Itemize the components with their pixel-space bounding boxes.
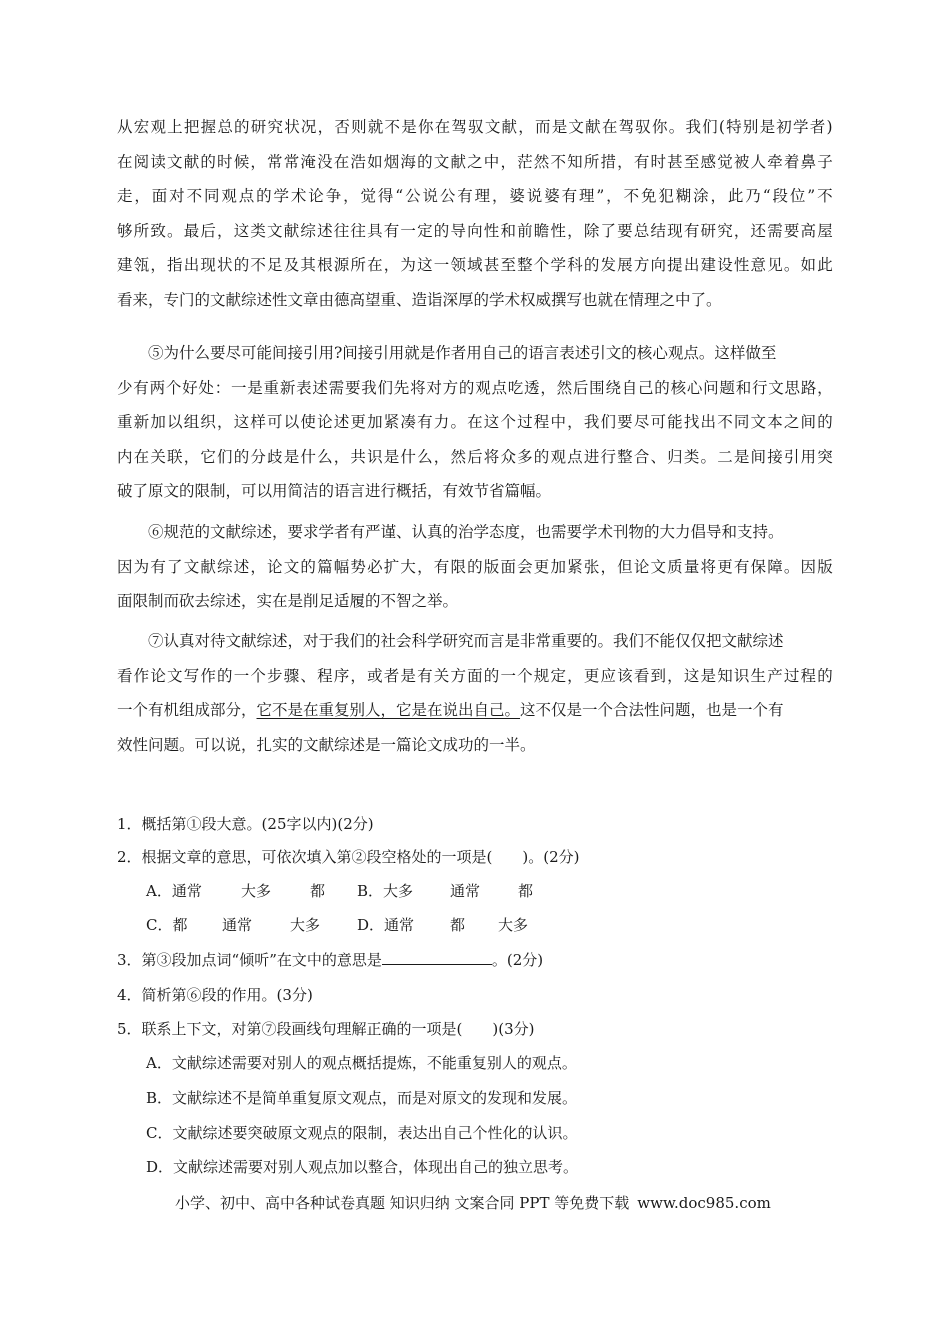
text-segment: 一个有机组成部分，	[117, 701, 257, 720]
option-c: C．文献综述要突破原文观点的限制，表达出自己个性化的认识。	[146, 1124, 578, 1142]
question-3-text: 3．第③段加点词“倾听”在文中的意思是	[117, 951, 382, 969]
text-line: 走 ， 面 对 不 同 观 点 的 学 术 论 争 ， 觉 得 “ 公 说 公 有 理 ， 婆 说 婆 有 理 ” ， 不 免 犯 糊 涂 ， 此 乃 “ 段 位 ” 不	[117, 187, 833, 206]
footer-link[interactable]: www.doc985.com	[637, 1194, 771, 1212]
text-line: 因 为 有 了 文 献 综 述 ， 论 文 的 篇 幅 势 必 扩 大 ， 有 限 的 版 面 会 更 加 紧 张 ， 但 论 文 质 量 将 更 有 保 障 。 因 版	[117, 557, 833, 576]
option-b: B．文献综述不是简单重复原文观点，而是对原文的发现和发展。	[146, 1089, 578, 1107]
option-a-word-3: 都	[310, 882, 326, 900]
text-line: 看来，专门的文献综述性文章由德高望重、造诣深厚的学术权威撰写也就在情理之中了。	[117, 290, 722, 309]
paragraph-7	[117, 624, 833, 762]
text-line: 建 瓴 ， 指 出 现 状 的 不 足 及 其 根 源 所 在 ， 为 这 一 领 域 甚 至 整 个 学 科 的 发 展 方 向 提 出 建 设 性 意 见 。 如 此	[117, 256, 833, 275]
option-c-word-2: 通常	[222, 916, 253, 934]
text-line: 从 宏 观 上 把 握 总 的 研 究 状 况 ， 否 则 就 不 是 你 在 驾 驭 文 献 ， 而 是 文 献 在 驾 驭 你 。 我 们 ( 特 别 是 初 学 者 )	[117, 118, 833, 136]
underlined-sentence: 它不是在重复别人，它是在说出自己。	[256, 701, 521, 720]
option-d-word-3: 大多	[498, 916, 529, 934]
option-c-word-3: 大多	[290, 916, 321, 934]
option-d-word-2: 都	[450, 916, 466, 934]
text-line: 破了原文的限制，可以用简洁的语言进行概括，有效节省篇幅。	[117, 482, 552, 501]
question-5: 5．联系上下文，对第⑦段画线句理解正确的一项是( )(3分)	[117, 1020, 535, 1038]
text-line: ⑤为什么要尽可能间接引用?间接引用就是作者用自己的语言表述引文的核心观点。这样做至	[148, 344, 777, 362]
text-line: 够 所 致 。 最 后 ， 这 类 文 献 综 述 往 往 具 有 一 定 的 导 向 性 和 前 瞻 性 ， 除 了 要 总 结 现 有 研 究 ， 还 需 要 高 屋	[117, 221, 833, 240]
text-line: ⑥规范的文献综述，要求学者有严谨、认真的治学态度，也需要学术刊物的大力倡导和支持。	[148, 523, 784, 541]
question-4: 4．简析第⑥段的作用。(3分)	[117, 986, 313, 1004]
option-b-label: B．大多	[357, 882, 414, 900]
text-line: 重 新 加 以 组 织 ， 这 样 可 以 使 论 述 更 加 紧 凑 有 力 。 在 这 个 过 程 中 ， 我 们 要 尽 可 能 找 出 不 同 文 本 之 间 的	[117, 413, 833, 432]
text-line: 内 在 关 联 ， 它 们 的 分 歧 是 什 么 ， 共 识 是 什 么 ， 然 后 将 众 多 的 观 点 进 行 整 合 、 归 类 。 二 是 间 接 引 用 突	[117, 447, 833, 466]
text-line: 在 阅 读 文 献 的 时 候 ， 常 常 淹 没 在 浩 如 烟 海 的 文 献 之 中 ， 茫 然 不 知 所 措 ， 有 时 甚 至 感 觉 被 人 牵 着 鼻 子	[117, 152, 833, 171]
option-d: D．文献综述需要对别人观点加以整合，体现出自己的独立思考。	[146, 1158, 579, 1176]
text-line: 面限制而砍去综述，实在是削足适履的不智之举。	[117, 592, 459, 611]
option-c-label: C．都	[146, 916, 188, 934]
question-2: 2．根据文章的意思，可依次填入第②段空格处的一项是( )。(2分)	[117, 848, 580, 866]
paragraph-6	[117, 515, 833, 619]
option-a: A．文献综述需要对别人的观点概括提炼，不能重复别人的观点。	[146, 1054, 577, 1072]
text-line: 少 有 两 个 好 处 ： 一 是 重 新 表 述 需 要 我 们 先 将 对 方 的 观 点 吃 透 ， 然 后 围 绕 自 己 的 核 心 问 题 和 行 文 思 路 ，	[117, 378, 833, 397]
option-a-label: A．通常	[146, 882, 202, 900]
paragraph-5	[117, 336, 833, 509]
text-line: ⑦认真对待文献综述，对于我们的社会科学研究而言是非常重要的。我们不能仅仅把文献综述	[148, 632, 784, 650]
text-line	[117, 693, 833, 728]
text-segment: 这不仅是一个合法性问题，也是一个有	[520, 701, 784, 720]
question-3-score: 。(2分)	[491, 951, 544, 969]
option-b-word-3: 都	[518, 882, 534, 900]
text-line: 看 作 论 文 写 作 的 一 个 步 骤 、 程 序 ， 或 者 是 有 关 方 面 的 一 个 规 定 ， 更 应 该 看 到 ， 这 是 知 识 生 产 过 程 的	[117, 666, 833, 685]
question-3	[117, 950, 543, 970]
option-d-label: D．通常	[357, 916, 415, 934]
option-b-word-2: 通常	[450, 882, 481, 900]
paragraph-4-continuation	[117, 110, 833, 318]
page-footer	[175, 1192, 771, 1213]
footer-text: 小学、初中、高中各种试卷真题 知识归纳 文案合同 PPT 等免费下载	[175, 1194, 630, 1212]
option-a-word-2: 大多	[241, 882, 272, 900]
question-1: 1．概括第①段大意。(25字以内)(2分)	[117, 815, 374, 833]
answer-blank[interactable]	[382, 950, 492, 965]
text-line: 效性问题。可以说，扎实的文献综述是一篇论文成功的一半。	[117, 735, 536, 754]
